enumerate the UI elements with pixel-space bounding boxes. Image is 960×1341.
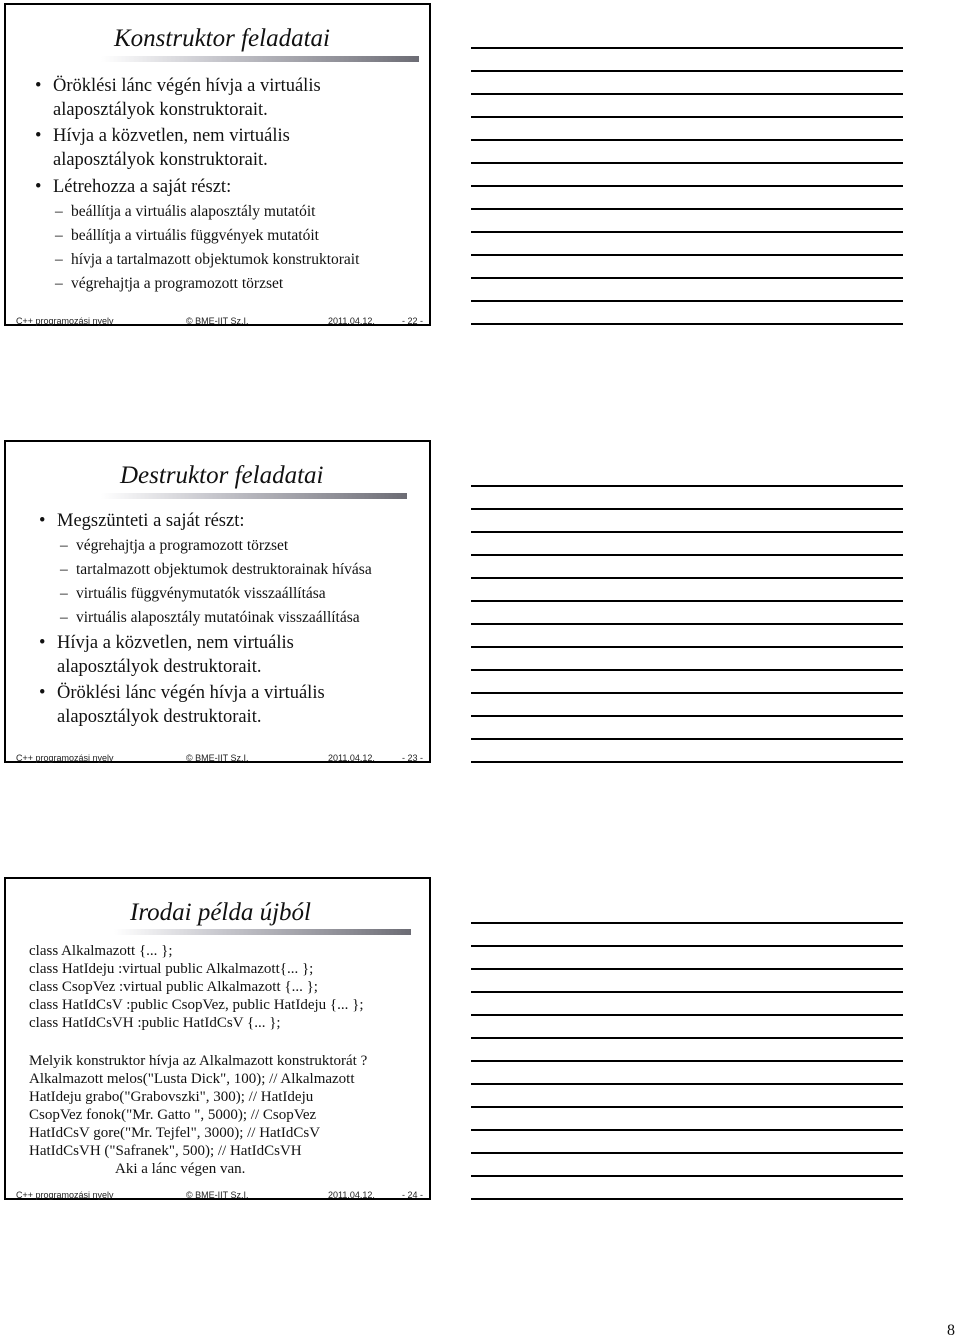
slide-23	[4, 440, 431, 763]
note-line	[471, 1175, 903, 1177]
example-line: HatIdCsVH ("Safranek", 500); // HatIdCsVH	[29, 1143, 302, 1159]
note-line	[471, 600, 903, 602]
bullet-item-continuation: alaposztályok konstruktorait.	[53, 100, 268, 120]
note-line	[471, 623, 903, 625]
footer-copyright: © BME-IIT Sz.I.	[186, 316, 249, 326]
note-line	[471, 692, 903, 694]
note-line	[471, 277, 903, 279]
sub-item: – beállítja a virtuális függvények mutatóit	[55, 227, 319, 244]
note-line	[471, 531, 903, 533]
note-line	[471, 922, 903, 924]
title-underline-bar	[114, 929, 411, 935]
bullet-item: • Öröklési lánc végén hívja a virtuális	[39, 683, 325, 703]
note-line	[471, 738, 903, 740]
note-line	[471, 1129, 903, 1131]
note-line	[471, 1083, 903, 1085]
bullet-item-continuation: alaposztályok destruktorait.	[57, 657, 262, 677]
sub-item: – végrehajtja a programozott törzset	[60, 537, 289, 554]
note-line	[471, 1060, 903, 1062]
footer-page: - 22 -	[402, 316, 424, 326]
answer-note: Aki a lánc végen van.	[115, 1161, 246, 1177]
note-line	[471, 577, 903, 579]
note-line	[471, 323, 903, 325]
sub-item: – virtuális függvénymutatók visszaállítása	[60, 585, 326, 602]
note-line	[471, 139, 903, 141]
note-line	[471, 761, 903, 763]
code-line: class HatIdCsV :public CsopVez, public HatIdeju {... };	[29, 997, 364, 1013]
footer-course: C++ programozási nyelv	[16, 1190, 114, 1200]
page-number: 8	[947, 1322, 955, 1339]
note-line	[471, 70, 903, 72]
note-line	[471, 968, 903, 970]
code-line: class Alkalmazott {... };	[29, 943, 173, 959]
bullet-item: • Hívja a közvetlen, nem virtuális	[39, 633, 294, 653]
bullet-item-continuation: alaposztályok destruktorait.	[57, 707, 262, 727]
slide-24	[4, 877, 431, 1200]
note-line	[471, 208, 903, 210]
example-line: HatIdeju grabo("Grabovszki", 300); // HatIdeju	[29, 1089, 314, 1105]
bullet-item: • Megszünteti a saját részt:	[39, 511, 245, 531]
note-line	[471, 254, 903, 256]
footer-course: C++ programozási nyelv	[16, 316, 114, 326]
note-line	[471, 116, 903, 118]
note-line	[471, 485, 903, 487]
slide-title: Konstruktor feladatai	[114, 25, 330, 52]
footer-page: - 23 -	[402, 753, 424, 763]
note-line	[471, 47, 903, 49]
sub-item: – tartalmazott objektumok destruktorainak hívása	[60, 561, 372, 578]
note-line	[471, 300, 903, 302]
sub-item: – virtuális alaposztály mutatóinak visszaállítása	[60, 609, 360, 626]
code-line: class CsopVez :virtual public Alkalmazott {... };	[29, 979, 318, 995]
footer-course: C++ programozási nyelv	[16, 753, 114, 763]
note-line	[471, 508, 903, 510]
sub-item: – végrehajtja a programozott törzset	[55, 275, 284, 292]
example-line: HatIdCsV gore("Mr. Tejfel", 3000); // HatIdCsV	[29, 1125, 321, 1141]
note-line	[471, 715, 903, 717]
footer-date: 2011.04.12.	[328, 1190, 375, 1200]
footer-date: 2011.04.12.	[328, 753, 375, 763]
slide-22	[4, 3, 431, 326]
sub-item: – hívja a tartalmazott objektumok konstruktorait	[55, 251, 360, 268]
footer-copyright: © BME-IIT Sz.I.	[186, 753, 249, 763]
note-line	[471, 1014, 903, 1016]
slide-title: Destruktor feladatai	[120, 462, 324, 489]
bullet-item-continuation: alaposztályok konstruktorait.	[53, 150, 268, 170]
note-line	[471, 1106, 903, 1108]
note-line	[471, 669, 903, 671]
code-line: class HatIdCsVH :public HatIdCsV {... };	[29, 1015, 281, 1031]
title-underline-bar	[101, 493, 407, 499]
sub-item: – beállítja a virtuális alaposztály mutatóit	[55, 203, 316, 220]
footer-copyright: © BME-IIT Sz.I.	[186, 1190, 249, 1200]
note-line	[471, 231, 903, 233]
note-line	[471, 185, 903, 187]
note-line	[471, 93, 903, 95]
example-line: CsopVez fonok("Mr. Gatto ", 5000); // CsopVez	[29, 1107, 317, 1123]
bullet-item: • Öröklési lánc végén hívja a virtuális	[35, 76, 321, 96]
code-line: class HatIdeju :virtual public Alkalmazott{... };	[29, 961, 314, 977]
note-line	[471, 646, 903, 648]
note-line	[471, 991, 903, 993]
title-underline-bar	[101, 56, 419, 62]
note-line	[471, 1152, 903, 1154]
example-line: Alkalmazott melos("Lusta Dick", 100); // Alkalmazott	[29, 1071, 355, 1087]
slide-title: Irodai példa újból	[130, 899, 312, 926]
note-line	[471, 1037, 903, 1039]
note-line	[471, 554, 903, 556]
bullet-item: • Hívja a közvetlen, nem virtuális	[35, 126, 290, 146]
note-line	[471, 1198, 903, 1200]
note-line	[471, 162, 903, 164]
footer-date: 2011.04.12.	[328, 316, 375, 326]
footer-page: - 24 -	[402, 1190, 424, 1200]
note-line	[471, 945, 903, 947]
bullet-item: • Létrehozza a saját részt:	[35, 177, 232, 197]
question-text: Melyik konstruktor hívja az Alkalmazott konstruktorát ?	[29, 1053, 368, 1069]
